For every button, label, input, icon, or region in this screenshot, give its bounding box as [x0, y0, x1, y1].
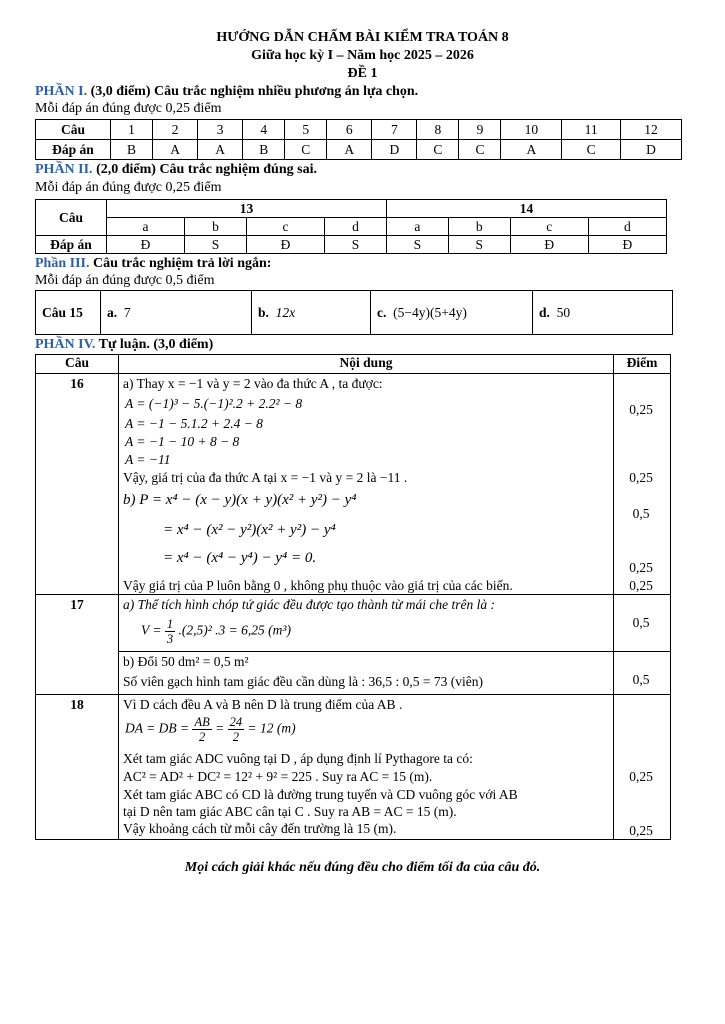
- row-header: Câu: [36, 120, 111, 140]
- answer-cell: C: [562, 140, 621, 160]
- footer-note: Mọi cách giải khác nếu đúng đều cho điểm tối đa của câu đó.: [184, 860, 541, 875]
- question-cell: 1: [111, 120, 153, 140]
- question-16-points: [614, 374, 671, 595]
- question-18-content: [119, 695, 614, 840]
- points-value: 0,25: [629, 402, 653, 417]
- answer-cell: B: [243, 140, 285, 160]
- question-cell: 12: [621, 120, 682, 140]
- q17-formula-pre: V =: [141, 622, 162, 638]
- sub-item: d: [588, 218, 666, 236]
- answer-cell: A: [153, 140, 198, 160]
- q18-formula: [125, 715, 296, 744]
- part2-note: Mỗi đáp án đúng được 0,25 điểm: [35, 180, 222, 195]
- q18-line: Vì D cách đều A và B nên D là trung điểm của AB .: [123, 697, 403, 712]
- part3-note: Mỗi đáp án đúng được 0,5 điểm: [35, 273, 215, 288]
- answer-cell: Đ: [510, 236, 588, 254]
- q18-line: AC² = AD² + DC² = 12² + 9² = 225 . Suy ra AC = 15 (m).: [123, 769, 433, 784]
- answer-cell: A: [198, 140, 243, 160]
- question-16-content: [119, 374, 614, 595]
- part1-heading: [35, 84, 418, 100]
- sub-item: a: [107, 218, 185, 236]
- points-value: 0,5: [632, 615, 650, 630]
- question-cell: 7: [372, 120, 417, 140]
- question-16: 16: [36, 374, 119, 595]
- answer-b: [252, 291, 371, 335]
- question-13: 13: [107, 200, 387, 218]
- answer-b-label: b.: [258, 304, 269, 320]
- q16-line: A = −1 − 10 + 8 − 8: [125, 434, 240, 449]
- answer-c-label: c.: [377, 304, 387, 320]
- answer-cell: A: [501, 140, 562, 160]
- answer-cell: C: [417, 140, 459, 160]
- part2-label: PHẦN II.: [35, 162, 93, 177]
- sub-item: d: [325, 218, 387, 236]
- answer-d-value: 50: [556, 304, 571, 320]
- answer-a-label: a.: [107, 304, 118, 320]
- part1-note: Mỗi đáp án đúng được 0,25 điểm: [35, 101, 222, 116]
- fraction-denominator: 2: [232, 730, 239, 744]
- row-header: Đáp án: [36, 140, 111, 160]
- question-17b-points: [614, 652, 671, 695]
- points-value: 0,25: [629, 470, 653, 485]
- exam-code: ĐỀ 1: [347, 66, 378, 81]
- fraction-numerator: AB: [194, 715, 210, 729]
- part1-title: (3,0 điểm) Câu trắc nghiệm nhiều phương án lựa chọn.: [90, 84, 419, 99]
- answer-a: [101, 291, 252, 335]
- question-14: 14: [386, 200, 666, 218]
- q16-line: Vậy, giá trị của đa thức A tại x = −1 và y = 2 là −11 .: [123, 470, 408, 485]
- answer-cell: A: [327, 140, 372, 160]
- part3-label: Phần III.: [35, 256, 90, 271]
- points-value: 0,25: [629, 560, 653, 575]
- question-cell: 9: [459, 120, 501, 140]
- answer-c-value: (5−4y)(5+4y): [393, 304, 467, 320]
- sub-item: c: [246, 218, 324, 236]
- part4-title: Tự luận. (3,0 điểm): [98, 337, 214, 352]
- question-cell: 11: [562, 120, 621, 140]
- question-cell: 2: [153, 120, 198, 140]
- part3-title: Câu trắc nghiệm trả lời ngắn:: [92, 256, 272, 271]
- sub-item: c: [510, 218, 588, 236]
- q16-line: = x⁴ − (x² − y²)(x² + y²) − y⁴: [163, 522, 336, 538]
- answer-cell: S: [325, 236, 387, 254]
- q16-line: A = −1 − 5.1.2 + 2.4 − 8: [125, 416, 263, 431]
- q16-line: Vậy giá trị của P luôn bằng 0 , không phụ thuộc vào giá trị của các biến.: [123, 578, 513, 593]
- q17-formula: [141, 617, 291, 646]
- question-cell: 10: [501, 120, 562, 140]
- q16-line: = x⁴ − (x⁴ − y⁴) − y⁴ = 0.: [163, 550, 317, 566]
- points-value: 0,25: [629, 769, 653, 784]
- points-value: 0,5: [632, 672, 650, 687]
- question-cell: 6: [327, 120, 372, 140]
- q17-line: b) Đổi 50 dm² = 0,5 m²: [123, 654, 249, 669]
- part2-title: (2,0 điểm) Câu trắc nghiệm đúng sai.: [96, 162, 317, 177]
- answer-c: [371, 291, 533, 335]
- answer-a-value: 7: [123, 304, 131, 320]
- sub-item: a: [386, 218, 448, 236]
- part4-label: PHẦN IV.: [35, 337, 96, 352]
- doc-subtitle: Giữa học kỳ I – Năm học 2025 – 2026: [251, 48, 474, 63]
- answer-cell: D: [372, 140, 417, 160]
- fraction: [228, 715, 245, 744]
- question-18: 18: [36, 695, 119, 840]
- part4-heading: [35, 337, 213, 353]
- answer-cell: S: [448, 236, 510, 254]
- answer-cell: B: [111, 140, 153, 160]
- fraction-denominator: 2: [198, 730, 206, 744]
- part3-heading: [35, 256, 271, 272]
- question-cell: 3: [198, 120, 243, 140]
- q16-line: a) Thay x = −1 và y = 2 vào đa thức A , ta được:: [123, 376, 383, 391]
- answer-cell: C: [285, 140, 327, 160]
- part2-heading: [35, 162, 317, 178]
- question-17a-content: [119, 595, 614, 652]
- q17-formula-post: .(2,5)² .3 = 6,25 (m³): [178, 622, 291, 638]
- sub-item: b: [448, 218, 510, 236]
- question-17b-content: [119, 652, 614, 695]
- q18-line: tại D nên tam giác ABC cân tại C . Suy ra AB = AC = 15 (m).: [123, 804, 457, 819]
- question-cell: 8: [417, 120, 459, 140]
- q16-line: b) P = x⁴ − (x − y)(x + y)(x² + y²) − y⁴: [123, 492, 357, 508]
- answer-cell: Đ: [246, 236, 324, 254]
- q16-line: A = (−1)³ − 5.(−1)².2 + 2.2² − 8: [125, 396, 303, 411]
- question-18-points: [614, 695, 671, 840]
- answer-cell: Đ: [588, 236, 666, 254]
- equals-sign: =: [215, 720, 225, 736]
- answer-cell: C: [459, 140, 501, 160]
- q18-line: Xét tam giác ABC có CD là đường trung tuyến và CD vuông góc với AB: [123, 787, 518, 802]
- q18-formula-post: = 12 (m): [247, 720, 296, 736]
- col-points: Điểm: [614, 355, 671, 374]
- q18-line: Xét tam giác ADC vuông tại D , áp dụng định lí Pythagore ta có:: [123, 751, 473, 766]
- question-cell: 5: [285, 120, 327, 140]
- q18-line: Vậy khoảng cách từ mỗi cây đến trường là 15 (m).: [123, 821, 397, 836]
- part1-answer-table: [35, 119, 682, 160]
- answer-cell: Đ: [107, 236, 185, 254]
- fraction: [192, 715, 211, 744]
- question-cell: 4: [243, 120, 285, 140]
- row-header: Câu: [36, 200, 107, 236]
- fraction: [165, 617, 175, 646]
- q17-line: a) Thể tích hình chóp tứ giác đều được tạo thành từ mái che trên là :: [123, 597, 495, 612]
- points-value: 0,25: [629, 823, 653, 838]
- question-17: 17: [36, 595, 119, 695]
- part4-essay-table: [35, 354, 671, 840]
- part2-answer-table: [35, 199, 667, 254]
- col-content: Nội dung: [119, 355, 614, 374]
- answer-d: [533, 291, 673, 335]
- part3-answer-table: [35, 290, 673, 335]
- points-value: 0,5: [632, 506, 650, 521]
- answer-cell: D: [621, 140, 682, 160]
- fraction-numerator: 1: [166, 617, 174, 631]
- answer-cell: S: [185, 236, 247, 254]
- doc-title: HƯỚNG DẪN CHẤM BÀI KIỂM TRA TOÁN 8: [216, 30, 509, 45]
- q18-formula-pre: DA = DB =: [125, 720, 190, 736]
- question-15: Câu 15: [36, 291, 101, 335]
- answer-cell: S: [386, 236, 448, 254]
- q17-line: Số viên gạch hình tam giác đều cần dùng là : 36,5 : 0,5 = 73 (viên): [123, 674, 484, 689]
- fraction-numerator: 24: [229, 715, 243, 729]
- part1-question-row: [36, 120, 682, 140]
- answer-b-value: 12x: [275, 304, 296, 320]
- part1-answer-row: [36, 140, 682, 160]
- row-header: Đáp án: [36, 236, 107, 254]
- fraction-denominator: 3: [166, 632, 174, 646]
- answer-d-label: d.: [539, 304, 550, 320]
- part1-label: PHẦN I.: [35, 84, 88, 99]
- question-17a-points: [614, 595, 671, 652]
- sub-item: b: [185, 218, 247, 236]
- col-question: Câu: [36, 355, 119, 374]
- points-value: 0,25: [629, 578, 653, 593]
- q16-line: A = −11: [125, 452, 171, 467]
